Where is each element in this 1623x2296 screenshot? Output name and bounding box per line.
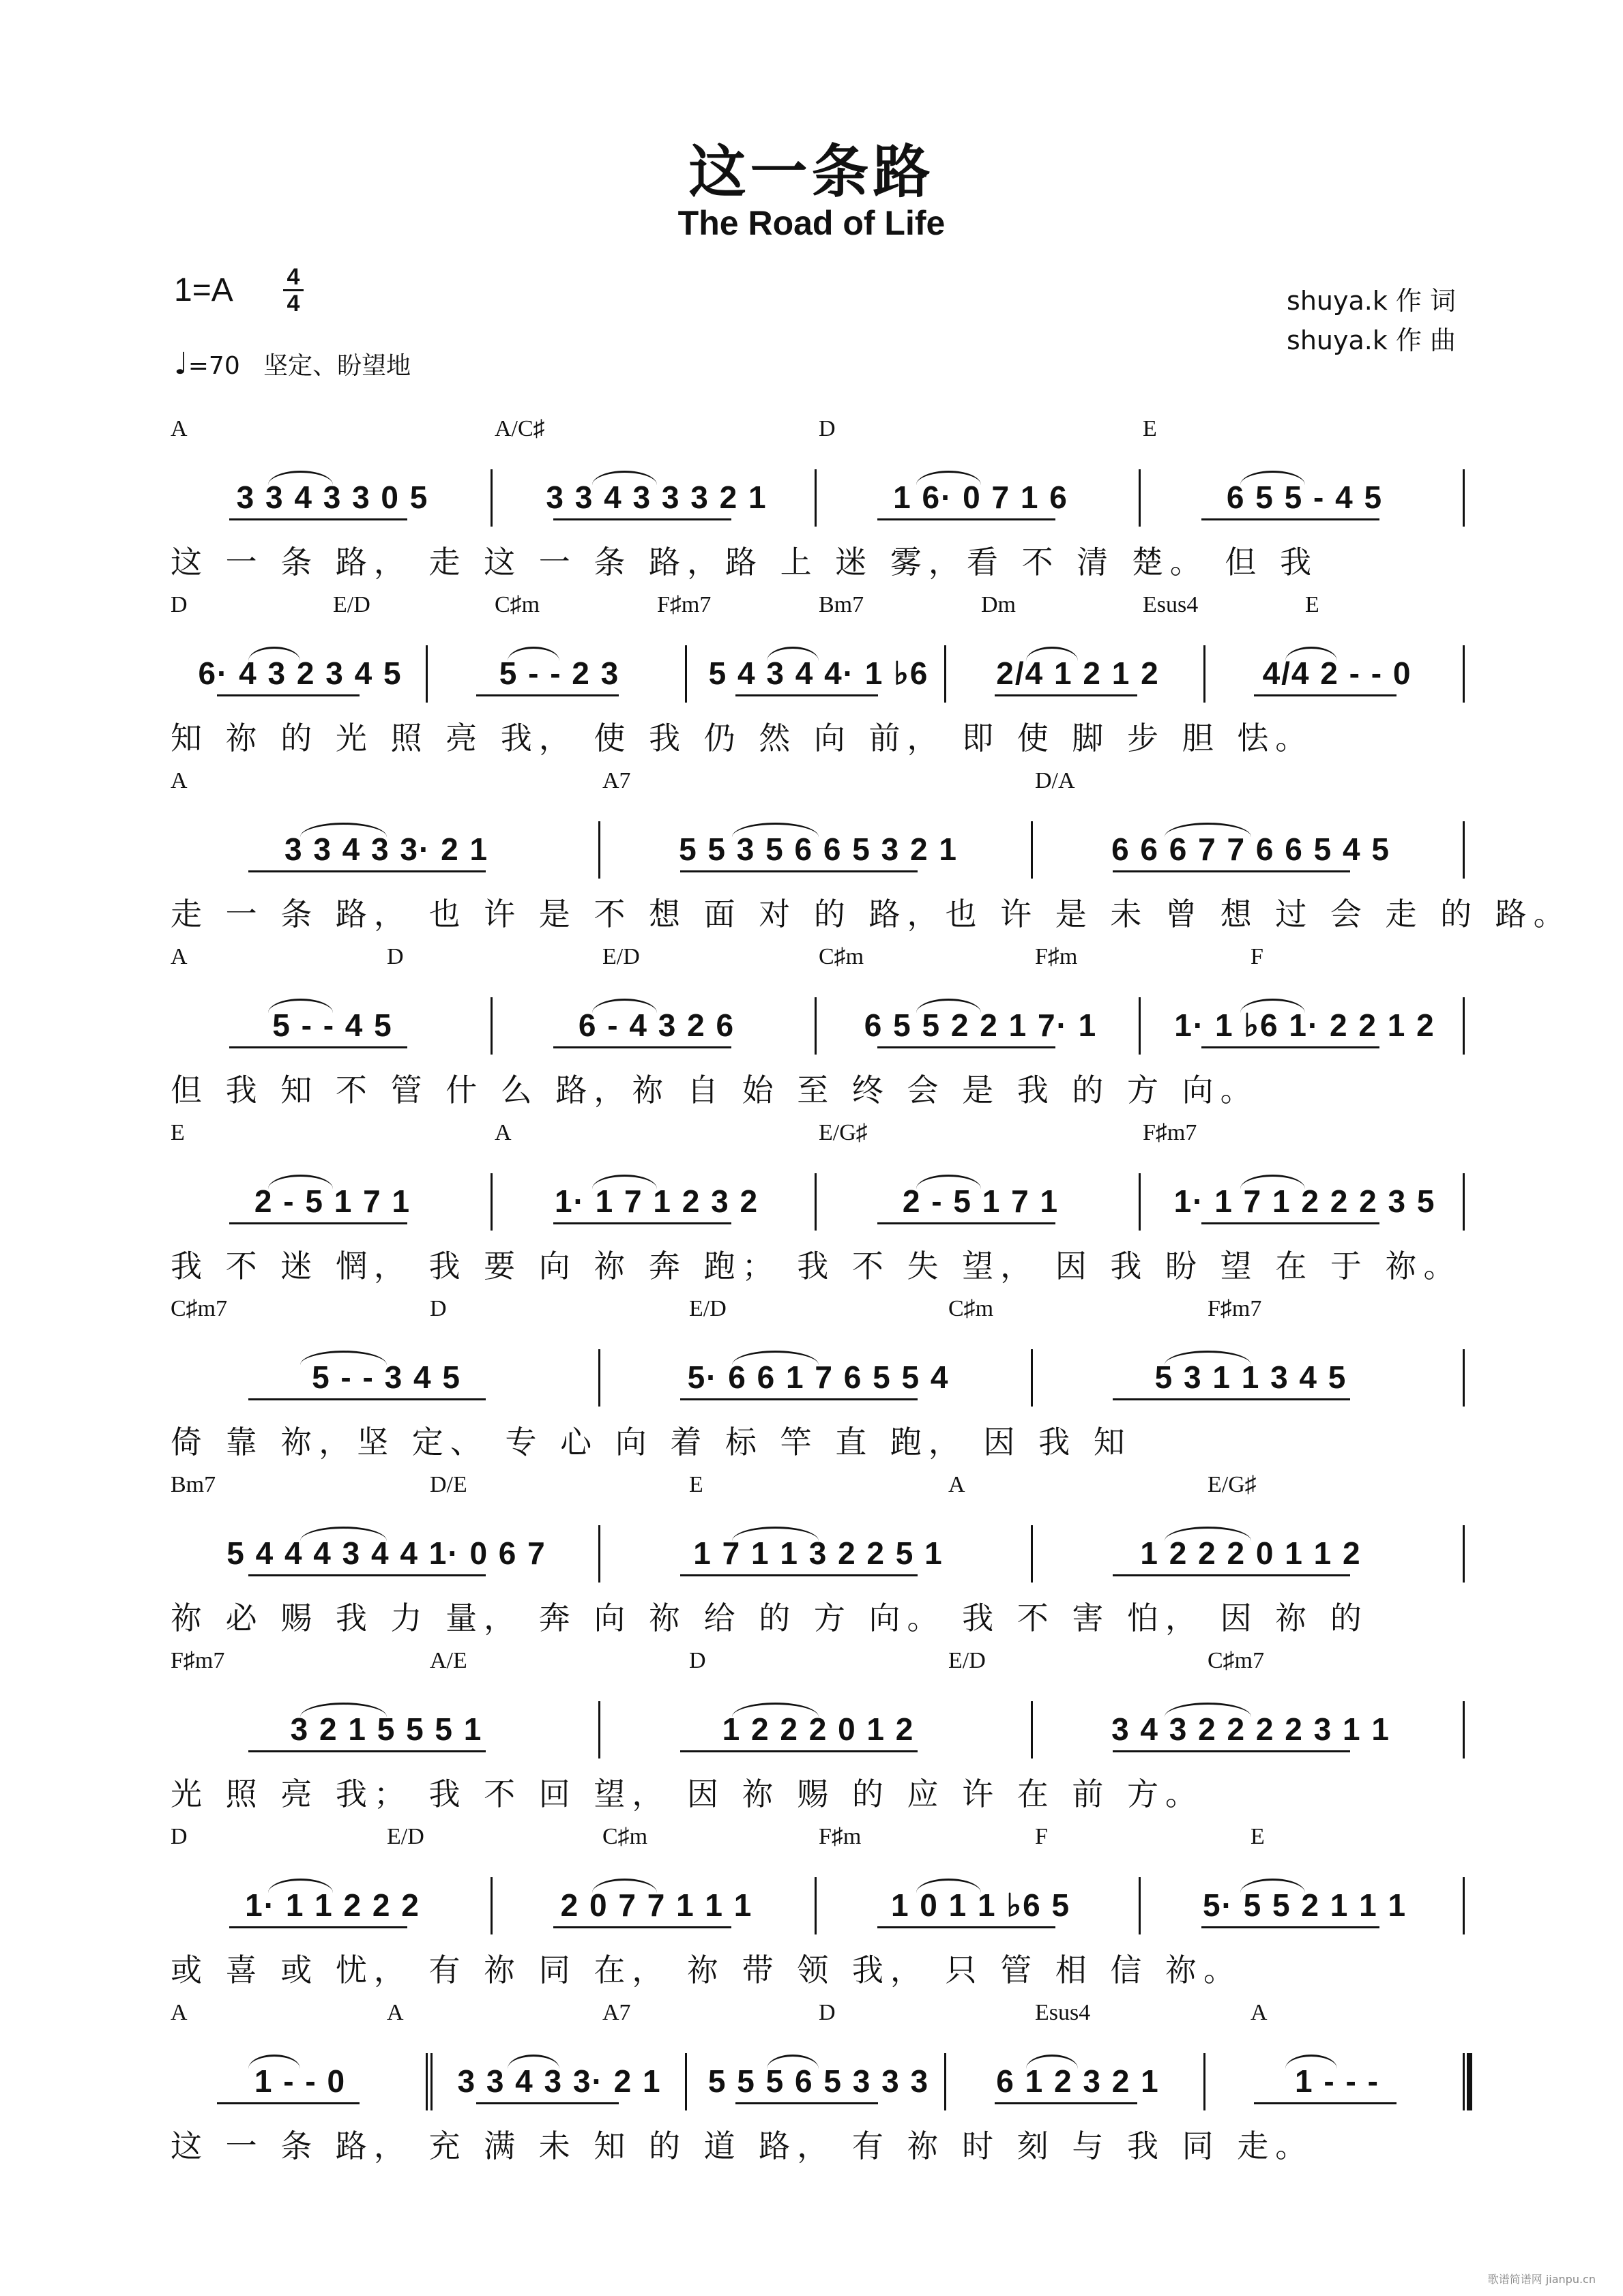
chord-symbol: Bm7 [819,592,864,617]
chord-symbol: D/A [1035,768,1075,793]
measure: 2/4 1 2 1 2 [996,656,1160,691]
chord-symbol: E/D [602,944,640,969]
chord-symbol: E/D [689,1296,727,1321]
measure: 1 2 2 2 0 1 2 [722,1711,915,1747]
chord-row [171,592,1467,625]
chord-symbol: E [1305,592,1319,617]
chord-row [171,944,1467,977]
chord-symbol: E [1143,416,1157,441]
measure: 5 4 4 4 3 4 4 1· 0 6 7 [226,1535,546,1571]
notation-row [171,1183,1467,1224]
chord-symbol: E/D [387,1824,424,1849]
chord-symbol: F♯m7 [1208,1296,1262,1321]
measure: 1 7 1 1 3 2 2 5 1 [693,1535,944,1571]
measure: 6· 4 3 2 3 4 5 [198,656,403,691]
lyrics-text: 或 喜 或 忧， 有 祢 同 在， 祢 带 领 我， 只 管 相 信 祢。 [171,1952,1242,1988]
chord-symbol: Esus4 [1143,592,1199,617]
chord-symbol: A [171,768,188,793]
notation-row [171,1359,1467,1400]
mood-marking: 坚定、盼望地 [263,352,411,380]
chord-symbol: Bm7 [171,1472,216,1497]
measure: 2 0 7 7 1 1 1 [560,1887,753,1923]
time-bottom: 4 [287,291,300,317]
measure: 1· 1 ♭6 1· 2 2 1 2 [1174,1007,1435,1043]
measure: 5· 5 5 2 1 1 1 [1202,1887,1407,1923]
measure: 5 5 5 6 5 3 3 3 [707,2063,930,2099]
chord-symbol: A [171,944,188,969]
lyrics-text: 走 一 条 路， 也 许 是 不 想 面 对 的 路，也 许 是 未 曾 想 过 会 走 的 路。 [171,896,1572,932]
chord-symbol: A [948,1472,965,1497]
measure: 6 - 4 3 2 6 [578,1007,735,1043]
measure: 1· 1 1 2 2 2 [245,1887,420,1923]
chord-symbol: E [171,1120,185,1145]
lyrics-row [171,1417,1467,1458]
measure: 6 1 2 3 2 1 [996,2063,1160,2099]
chord-row [171,416,1467,449]
measure: 1 0 1 1 ♭6 5 [890,1887,1071,1923]
time-top: 4 [287,264,300,290]
chord-row [171,768,1467,801]
chord-symbol: F♯m [819,1824,862,1849]
chord-row [171,1472,1467,1505]
lyrics-row [171,713,1467,754]
lyrics-text: 但 我 知 不 管 什 么 路，祢 自 始 至 终 会 是 我 的 方 向。 [171,1072,1259,1108]
notation-row [171,1007,1467,1048]
chord-symbol: C♯m [948,1296,994,1321]
score-system [171,1472,1467,1643]
chord-symbol: D [430,1296,447,1321]
measure: 3 3 4 3 3· 2 1 [457,2063,662,2099]
lyrics-text: 倚 靠 祢，坚 定、 专 心 向 着 标 竿 直 跑， 因 我 知 [171,1424,1132,1460]
lyrics-text: 知 祢 的 光 照 亮 我， 使 我 仍 然 向 前， 即 使 脚 步 胆 怯。 [171,720,1314,756]
tempo-value: =70 [188,352,240,380]
score-system [171,1648,1467,1819]
chord-symbol: D [819,416,836,441]
chord-symbol: E [1251,1824,1265,1849]
chord-symbol: Esus4 [1035,2000,1091,2025]
time-signature [283,265,304,316]
lyrics-text: 这 一 条 路， 走 这 一 条 路，路 上 迷 雾，看 不 清 楚。 但 我 [171,544,1318,580]
chord-symbol: E/G♯ [1208,1472,1257,1497]
chord-symbol: A [171,2000,188,2025]
lyrics-row [171,1769,1467,1810]
measure: 1 - - - [1295,2063,1379,2099]
measure: 3 2 1 5 5 5 1 [290,1711,483,1747]
measure: 1 6· 0 7 1 6 [893,480,1068,515]
lyrics-row [171,1593,1467,1634]
chord-symbol: F♯m7 [657,592,712,617]
lyrics-text: 祢 必 赐 我 力 量， 奔 向 祢 给 的 方 向。 我 不 害 怕， 因 祢 的 [171,1600,1369,1636]
chord-symbol: F♯m7 [1143,1120,1197,1145]
measure: 1 - - 0 [254,2063,347,2099]
lyricist-credit: shuya.k 作 词 [1287,286,1456,316]
chord-row [171,1120,1467,1153]
chord-symbol: A7 [602,2000,631,2025]
chord-row [171,2000,1467,2033]
measure: 6 5 5 - 4 5 [1226,480,1384,515]
chord-row [171,1824,1467,1857]
chord-row [171,1648,1467,1681]
chord-symbol: E/D [333,592,370,617]
measure: 5 - - 2 3 [499,656,620,691]
notation-row [171,1887,1467,1928]
chord-symbol: C♯m [819,944,864,969]
measure: 3 3 4 3 3· 2 1 [284,831,489,867]
measure: 4/4 2 - - 0 [1262,656,1412,691]
notation-row [171,831,1467,872]
chord-symbol: F♯m7 [171,1648,225,1673]
chord-symbol: A [495,1120,512,1145]
measure: 5 - - 3 4 5 [312,1359,461,1395]
measure: 5 - - 4 5 [272,1007,393,1043]
lyrics-row [171,2121,1467,2162]
chord-symbol: E/D [948,1648,986,1673]
chord-symbol: D [171,1824,188,1849]
measure: 1· 1 7 1 2 2 2 3 5 [1173,1183,1436,1219]
quarter-note-icon: ♩ [174,347,188,381]
lyrics-text: 我 不 迷 惘， 我 要 向 祢 奔 跑； 我 不 失 望， 因 我 盼 望 在 于 祢。 [171,1248,1462,1284]
chord-symbol: C♯m7 [1208,1648,1265,1673]
measure: 5 5 3 5 6 6 5 3 2 1 [679,831,958,867]
measure: 2 - 5 1 7 1 [254,1183,411,1219]
chord-symbol: A [387,2000,404,2025]
score-system [171,1120,1467,1291]
lyrics-text: 光 照 亮 我； 我 不 回 望， 因 祢 赐 的 应 许 在 前 方。 [171,1776,1203,1812]
notation-row [171,2063,1467,2104]
notation-row [171,479,1467,520]
measure: 6 6 6 7 7 6 6 5 4 5 [1111,831,1390,867]
measure: 1 2 2 2 0 1 1 2 [1140,1535,1362,1571]
key-signature: 1=A [174,272,233,308]
tempo-marking [174,347,411,381]
song-subtitle: The Road of Life [677,204,946,242]
measure: 2 - 5 1 7 1 [902,1183,1059,1219]
lyrics-text: 这 一 条 路， 充 满 未 知 的 道 路， 有 祢 时 刻 与 我 同 走。 [171,2128,1314,2164]
chord-row [171,1296,1467,1329]
chord-symbol: A [1251,2000,1268,2025]
lyrics-row [171,1241,1467,1282]
score-system [171,1824,1467,1995]
notation-row [171,1535,1467,1576]
chord-symbol: A [171,416,188,441]
chord-symbol: Dm [981,592,1016,617]
score-system [171,592,1467,763]
chord-symbol: C♯m [495,592,540,617]
lyrics-row [171,889,1572,932]
watermark: 歌谱简谱网 jianpu.cn [1487,2273,1596,2286]
chord-symbol: D [819,2000,836,2025]
measure: 3 3 4 3 3 3 2 1 [546,480,767,515]
measure: 3 3 4 3 3 0 5 [236,480,429,515]
chord-symbol: D/E [430,1472,467,1497]
chord-symbol: E/G♯ [819,1120,868,1145]
lyrics-row [171,538,1467,578]
score-system [171,416,1467,587]
measure: 6 5 5 2 2 1 7· 1 [864,1007,1098,1043]
chord-symbol: A/E [430,1648,467,1673]
lyrics-row [171,1945,1467,1986]
chord-symbol: C♯m7 [171,1296,228,1321]
chord-symbol: A/C♯ [495,416,545,441]
score-system [171,2000,1467,2170]
chord-symbol: F [1251,944,1263,969]
song-title: 这一条路 [688,138,935,205]
chord-symbol: C♯m [602,1824,648,1849]
chord-symbol: D [171,592,188,617]
score-system [171,768,1572,939]
measure: 5· 6 6 1 7 6 5 5 4 [687,1359,950,1395]
chord-symbol: F [1035,1824,1048,1849]
measure: 1· 1 7 1 2 3 2 [554,1183,759,1219]
chord-symbol: F♯m [1035,944,1078,969]
measure: 5 3 1 1 3 4 5 [1154,1359,1347,1395]
chord-symbol: A7 [602,768,631,793]
score-system [171,944,1467,1115]
composer-credit: shuya.k 作 曲 [1287,325,1456,355]
lyrics-row [171,1065,1467,1106]
chord-symbol: D [387,944,404,969]
chord-symbol: D [689,1648,706,1673]
measure: 5 4 3 4 4· 1 ♭6 [708,656,929,691]
notation-row [171,655,1467,696]
chord-symbol: E [689,1472,703,1497]
score-system [171,1296,1467,1467]
notation-row [171,1711,1467,1752]
measure: 3 4 3 2 2 2 2 3 1 1 [1111,1711,1390,1747]
